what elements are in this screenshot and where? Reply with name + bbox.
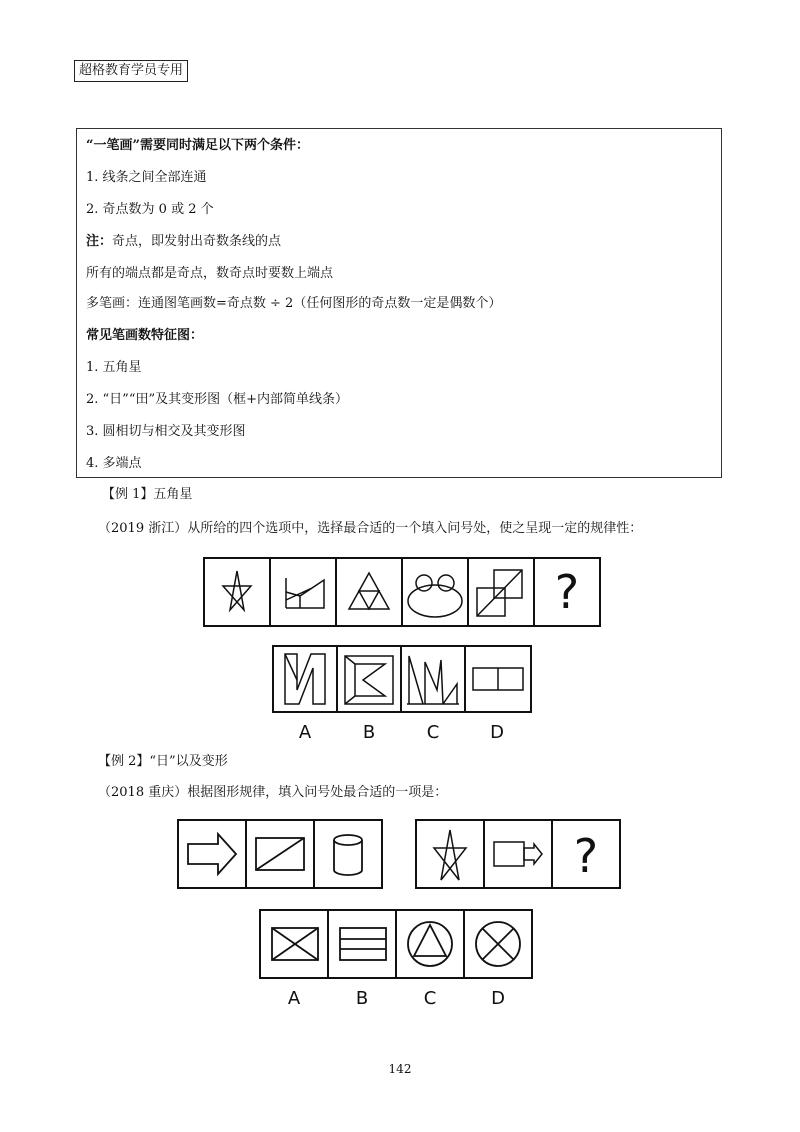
feature-3: 3. 圆相切与相交及其变形图: [86, 424, 246, 439]
ex2-small-arrow-figure: [494, 842, 542, 866]
ex2-option-c-figure: [408, 922, 452, 966]
ex1-line-figure: [286, 578, 324, 608]
ex2-label-c: C: [423, 988, 437, 1009]
endpoint-note: 所有的端点都是奇点，数奇点时要数上端点: [86, 266, 334, 281]
ex1-option-a-figure: [285, 654, 325, 704]
rules-title: “一笔画”需要同时满足以下两个条件：: [86, 138, 309, 153]
feature-2: 2. “日”“田”及其变形图（框+内部简单线条）: [86, 392, 349, 407]
ex1-question-row: [204, 558, 600, 626]
ex2-label-b: B: [355, 988, 369, 1009]
note-label: 注：: [86, 234, 113, 249]
ex1-option-b-figure: [345, 656, 393, 704]
ex1-label-c: C: [426, 722, 440, 743]
ex1-star-figure: [223, 571, 251, 610]
condition-2: 2. 奇点数为 0 或 2 个: [86, 202, 214, 217]
ex2-options-row: [260, 910, 532, 978]
ex2-question-mark: ?: [573, 829, 599, 883]
ex1-label-a: A: [298, 722, 312, 743]
ex2-label-d: D: [491, 988, 505, 1009]
example1-question: （2019 浙江）从所给的四个选项中，选择最合适的一个填入问号处，使之呈现一定的规律性：: [98, 521, 643, 536]
example2-question: （2018 重庆）根据图形规律，填入问号处最合适的一项是：: [98, 785, 448, 800]
feature-4: 4. 多端点: [86, 456, 142, 471]
ex2-question-left: [178, 820, 382, 888]
header-label: 超格教育学员专用: [74, 60, 188, 82]
ex2-option-a-figure: [272, 928, 318, 960]
features-title: 常见笔画数特征图：: [86, 328, 204, 343]
ex1-label-d: D: [490, 722, 504, 743]
ex2-cylinder-figure: [334, 835, 362, 875]
multi-stroke-formula: 多笔画：连通图笔画数=奇点数 ÷ 2（任何图形的奇点数一定是偶数个）: [86, 296, 502, 311]
condition-1: 1. 线条之间全部连通: [86, 170, 207, 185]
ex2-option-b-figure: [340, 928, 386, 960]
ex1-circles-figure: [408, 575, 462, 617]
ex2-star-figure: [434, 830, 466, 880]
ex2-rect-diag-figure: [256, 838, 304, 870]
feature-1: 1. 五角星: [86, 360, 142, 375]
ex2-arrow-figure: [188, 834, 236, 874]
ex1-question-mark: ?: [554, 565, 580, 619]
note-text: 奇点，即发射出奇数条线的点: [112, 234, 282, 249]
ex1-options-row: [273, 646, 531, 712]
ex1-label-b: B: [362, 722, 376, 743]
ex2-label-a: A: [287, 988, 301, 1009]
ex1-option-c-figure: [407, 656, 459, 704]
ex1-squares-figure: [477, 570, 522, 616]
example1-title: 【例 1】五角星: [102, 487, 193, 502]
page-number: 142: [388, 1062, 412, 1076]
ex1-option-d-figure: [473, 668, 523, 690]
example2-title: 【例 2】“日”以及变形: [98, 754, 228, 769]
ex2-option-d-figure: [476, 922, 520, 966]
ex1-triangle-figure: [349, 573, 389, 609]
